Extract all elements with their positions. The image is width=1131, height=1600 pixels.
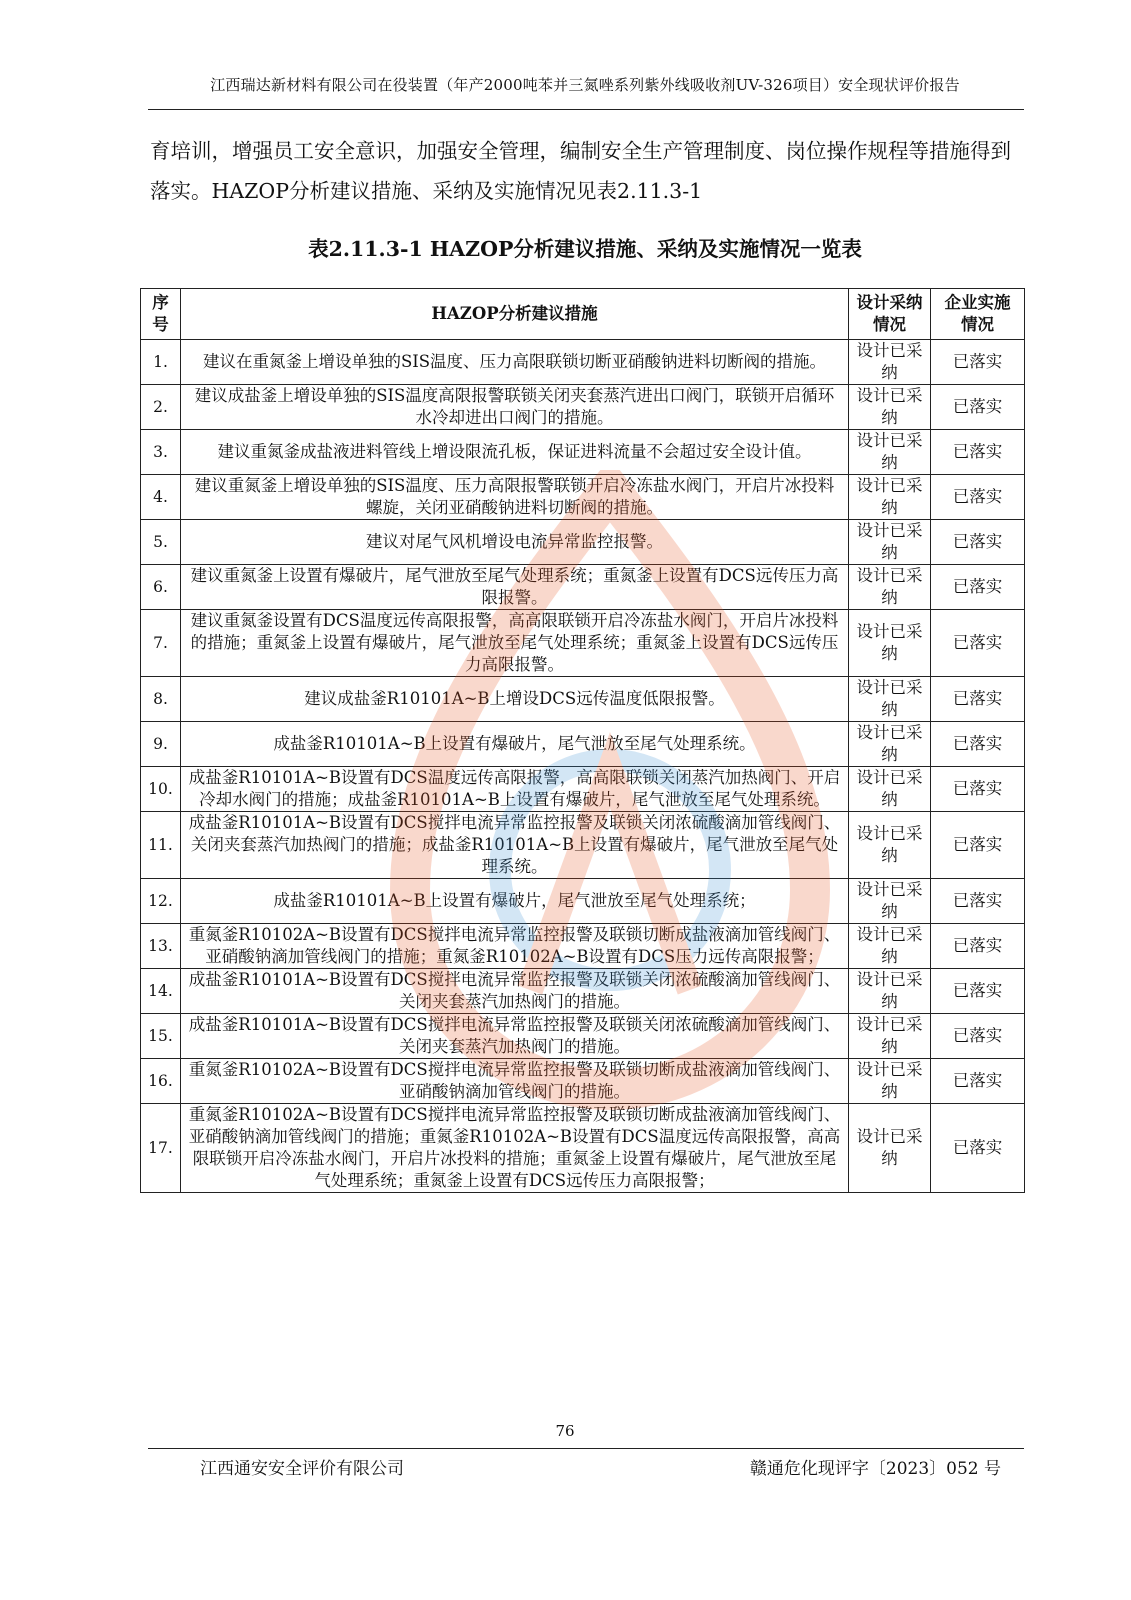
row-number: 6.	[141, 565, 181, 610]
row-measure: 成盐釜R10101A~B设置有DCS温度远传高限报警，高高限联锁关闭蒸汽加热阀门、开启冷却水阀门的措施；成盐釜R10101A~B上设置有爆破片，尾气泄放至尾气处理系统。	[181, 767, 849, 812]
table-row	[141, 565, 1025, 610]
row-measure: 重氮釜R10102A~B设置有DCS搅拌电流异常监控报警及联锁切断成盐液滴加管线阀门、亚硝酸钠滴加管线阀门的措施。	[181, 1059, 849, 1104]
row-number: 7.	[141, 610, 181, 677]
row-number: 4.	[141, 475, 181, 520]
row-implementation-status: 已落实	[931, 722, 1025, 767]
table-row	[141, 1104, 1025, 1193]
row-number: 16.	[141, 1059, 181, 1104]
row-measure: 建议成盐釜R10101A~B上增设DCS远传温度低限报警。	[181, 677, 849, 722]
table-row	[141, 1059, 1025, 1104]
table-row	[141, 385, 1025, 430]
row-design-status: 设计已采纳	[849, 969, 931, 1014]
row-implementation-status: 已落实	[931, 812, 1025, 879]
row-measure: 成盐釜R10101A~B上设置有爆破片，尾气泄放至尾气处理系统；	[181, 879, 849, 924]
row-implementation-status: 已落实	[931, 565, 1025, 610]
table-row	[141, 722, 1025, 767]
row-number: 13.	[141, 924, 181, 969]
row-design-status: 设计已采纳	[849, 812, 931, 879]
table-row	[141, 610, 1025, 677]
column-header-design: 设计采纳情况	[849, 289, 931, 340]
row-measure: 建议重氮釜上增设单独的SIS温度、压力高限报警联锁开启冷冻盐水阀门，开启片冰投料螺旋，关闭亚硝酸钠进料切断阀的措施。	[181, 475, 849, 520]
body-paragraph: 育培训，增强员工安全意识，加强安全管理，编制安全生产管理制度、岗位操作规程等措施得到落实。HAZOP分析建议措施、采纳及实施情况见表2.11.3-1	[150, 139, 1011, 203]
row-design-status: 设计已采纳	[849, 1104, 931, 1193]
row-measure: 成盐釜R10101A~B设置有DCS搅拌电流异常监控报警及联锁关闭浓硫酸滴加管线阀门、关闭夹套蒸汽加热阀门的措施。	[181, 1014, 849, 1059]
header-divider	[148, 109, 1024, 110]
row-implementation-status: 已落实	[931, 385, 1025, 430]
row-implementation-status: 已落实	[931, 1059, 1025, 1104]
row-design-status: 设计已采纳	[849, 475, 931, 520]
row-implementation-status: 已落实	[931, 969, 1025, 1014]
row-implementation-status: 已落实	[931, 340, 1025, 385]
row-design-status: 设计已采纳	[849, 924, 931, 969]
page-number: 76	[555, 1422, 575, 1440]
row-measure: 重氮釜R10102A~B设置有DCS搅拌电流异常监控报警及联锁切断成盐液滴加管线阀门、亚硝酸钠滴加管线阀门的措施；重氮釜R10102A~B设置有DCS温度远传高限报警，高高限联锁开启冷冻盐水阀门，开启片冰投料的措施；重氮釜上设置有爆破片，尾气泄放至尾气处理系统；重氮釜上设置有DCS远传压力高限报警；	[181, 1104, 849, 1193]
table-row	[141, 340, 1025, 385]
table-row	[141, 430, 1025, 475]
row-design-status: 设计已采纳	[849, 1059, 931, 1104]
table-row	[141, 812, 1025, 879]
row-design-status: 设计已采纳	[849, 767, 931, 812]
row-implementation-status: 已落实	[931, 475, 1025, 520]
column-header-measure: HAZOP分析建议措施	[181, 289, 849, 340]
row-design-status: 设计已采纳	[849, 565, 931, 610]
table-row	[141, 924, 1025, 969]
row-number: 8.	[141, 677, 181, 722]
hazop-table	[140, 288, 1025, 1193]
row-number: 17.	[141, 1104, 181, 1193]
row-number: 14.	[141, 969, 181, 1014]
row-implementation-status: 已落实	[931, 520, 1025, 565]
row-design-status: 设计已采纳	[849, 430, 931, 475]
column-header-implementation: 企业实施情况	[931, 289, 1025, 340]
row-implementation-status: 已落实	[931, 767, 1025, 812]
column-header-no: 序号	[141, 289, 181, 340]
row-number: 1.	[141, 340, 181, 385]
row-implementation-status: 已落实	[931, 430, 1025, 475]
row-measure: 建议成盐釜上增设单独的SIS温度高限报警联锁关闭夹套蒸汽进出口阀门，联锁开启循环水冷却进出口阀门的措施。	[181, 385, 849, 430]
row-number: 3.	[141, 430, 181, 475]
footer-company: 江西通安安全评价有限公司	[200, 1459, 404, 1479]
table-row	[141, 677, 1025, 722]
row-number: 15.	[141, 1014, 181, 1059]
report-header-title: 江西瑞达新材料有限公司在役装置（年产2000吨苯并三氮唑系列紫外线吸收剂UV-326项目）安全现状评价报告	[210, 76, 960, 94]
row-design-status: 设计已采纳	[849, 722, 931, 767]
row-implementation-status: 已落实	[931, 677, 1025, 722]
table-row	[141, 520, 1025, 565]
row-measure: 建议重氮釜成盐液进料管线上增设限流孔板，保证进料流量不会超过安全设计值。	[181, 430, 849, 475]
row-measure: 重氮釜R10102A~B设置有DCS搅拌电流异常监控报警及联锁切断成盐液滴加管线阀门、亚硝酸钠滴加管线阀门的措施；重氮釜R10102A~B设置有DCS压力远传高限报警；	[181, 924, 849, 969]
row-measure: 建议重氮釜上设置有爆破片，尾气泄放至尾气处理系统；重氮釜上设置有DCS远传压力高限报警。	[181, 565, 849, 610]
footer-divider	[148, 1448, 1024, 1449]
row-implementation-status: 已落实	[931, 879, 1025, 924]
row-design-status: 设计已采纳	[849, 1014, 931, 1059]
row-number: 12.	[141, 879, 181, 924]
row-implementation-status: 已落实	[931, 1014, 1025, 1059]
row-measure: 建议对尾气风机增设电流异常监控报警。	[181, 520, 849, 565]
row-measure: 成盐釜R10101A~B设置有DCS搅拌电流异常监控报警及联锁关闭浓硫酸滴加管线阀门、关闭夹套蒸汽加热阀门的措施；成盐釜R10101A~B上设置有爆破片，尾气泄放至尾气处理系统。	[181, 812, 849, 879]
row-measure: 建议重氮釜设置有DCS温度远传高限报警，高高限联锁开启冷冻盐水阀门，开启片冰投料的措施；重氮釜上设置有爆破片，尾气泄放至尾气处理系统；重氮釜上设置有DCS远传压力高限报警。	[181, 610, 849, 677]
table-caption: 表2.11.3-1 HAZOP分析建议措施、采纳及实施情况一览表	[308, 237, 862, 261]
row-design-status: 设计已采纳	[849, 879, 931, 924]
row-implementation-status: 已落实	[931, 610, 1025, 677]
table-row	[141, 969, 1025, 1014]
row-measure: 建议在重氮釜上增设单独的SIS温度、压力高限联锁切断亚硝酸钠进料切断阀的措施。	[181, 340, 849, 385]
row-implementation-status: 已落实	[931, 1104, 1025, 1193]
row-design-status: 设计已采纳	[849, 610, 931, 677]
footer-doc-number: 赣通危化现评字〔2023〕052 号	[749, 1459, 1001, 1479]
row-number: 9.	[141, 722, 181, 767]
table-row	[141, 767, 1025, 812]
row-design-status: 设计已采纳	[849, 340, 931, 385]
row-measure: 成盐釜R10101A~B设置有DCS搅拌电流异常监控报警及联锁关闭浓硫酸滴加管线阀门、关闭夹套蒸汽加热阀门的措施。	[181, 969, 849, 1014]
row-number: 5.	[141, 520, 181, 565]
row-design-status: 设计已采纳	[849, 677, 931, 722]
row-design-status: 设计已采纳	[849, 385, 931, 430]
table-row	[141, 1014, 1025, 1059]
row-number: 11.	[141, 812, 181, 879]
row-design-status: 设计已采纳	[849, 520, 931, 565]
table-header-row	[141, 289, 1025, 340]
row-number: 10.	[141, 767, 181, 812]
table-body	[141, 340, 1025, 1193]
row-measure: 成盐釜R10101A~B上设置有爆破片，尾气泄放至尾气处理系统。	[181, 722, 849, 767]
table-row	[141, 475, 1025, 520]
table-row	[141, 879, 1025, 924]
row-implementation-status: 已落实	[931, 924, 1025, 969]
row-number: 2.	[141, 385, 181, 430]
